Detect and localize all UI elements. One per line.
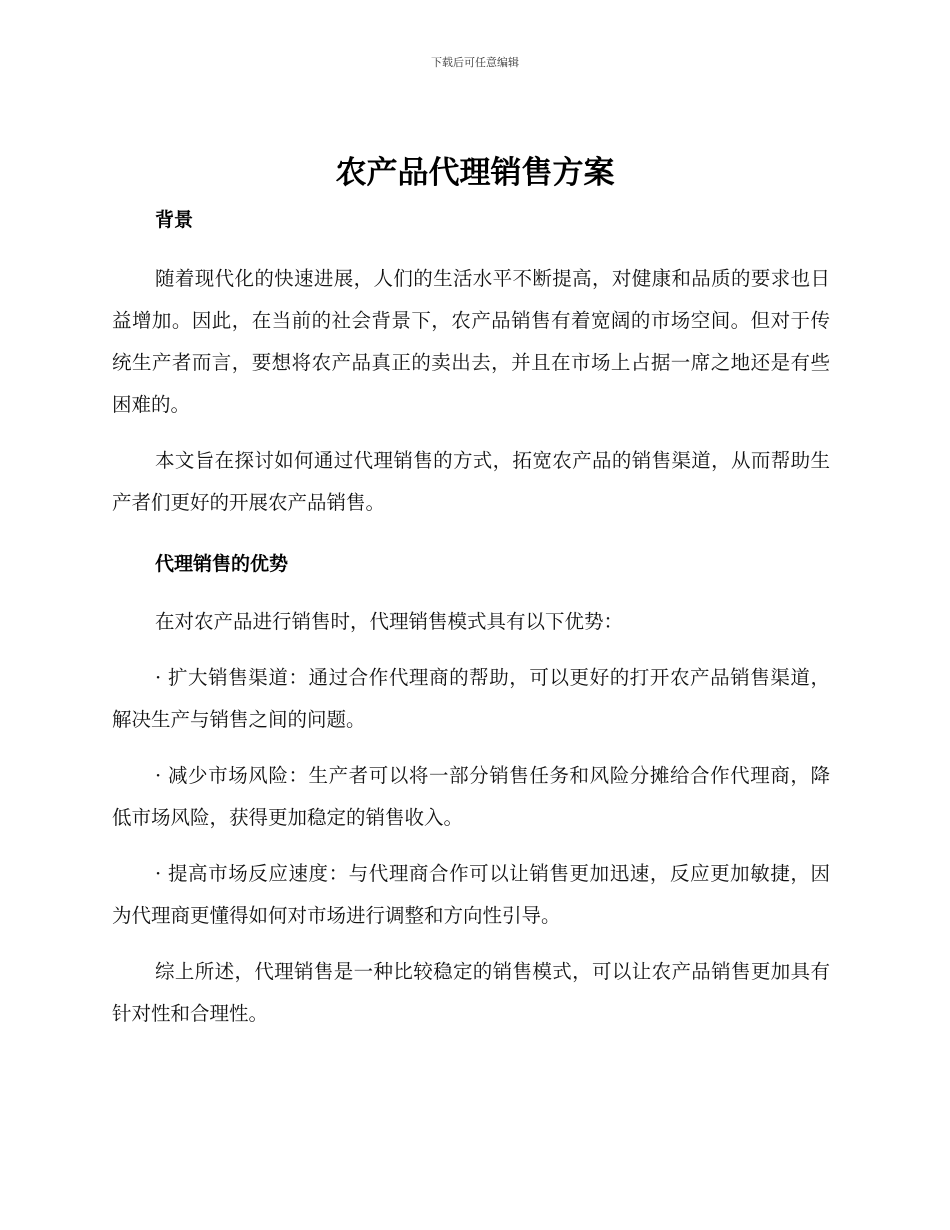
paragraph-conclusion: 综上所述，代理销售是一种比较稳定的销售模式，可以让农产品销售更加具有针对性和合理性。	[112, 960, 830, 1025]
document-body	[112, 204, 830, 1035]
section-heading-background: 背景	[155, 209, 194, 231]
paragraph: 本文旨在探讨如何通过代理销售的方式，拓宽农产品的销售渠道，从而帮助生产者们更好的开展农产品销售。	[112, 449, 830, 514]
paragraph: 在对农产品进行销售时，代理销售模式具有以下优势：	[155, 610, 624, 633]
paragraph: 随着现代化的快速进展，人们的生活水平不断提高，对健康和品质的要求也日益增加。因此，在当前的社会背景下，农产品销售有着宽阔的市场空间。但对于传统生产者而言，要想将农产品真正的卖出去，并且在市场上占据一席之地还是有些困难的。	[112, 267, 830, 416]
document-title: 农产品代理销售方案	[335, 155, 615, 191]
bullet-item: · 提高市场反应速度：与代理商合作可以让销售更加迅速，反应更加敏捷，因为代理商更懂得如何对市场进行调整和方向性引导。	[112, 862, 830, 927]
header-note: 下载后可任意编辑	[431, 56, 519, 69]
bullet-item: · 扩大销售渠道：通过合作代理商的帮助，可以更好的打开农产品销售渠道，解决生产与销售之间的问题。	[112, 666, 830, 731]
section-heading-advantages: 代理销售的优势	[155, 553, 289, 575]
bullet-item: · 减少市场风险：生产者可以将一部分销售任务和风险分摊给合作代理商，降低市场风险，获得更加稳定的销售收入。	[112, 764, 830, 829]
